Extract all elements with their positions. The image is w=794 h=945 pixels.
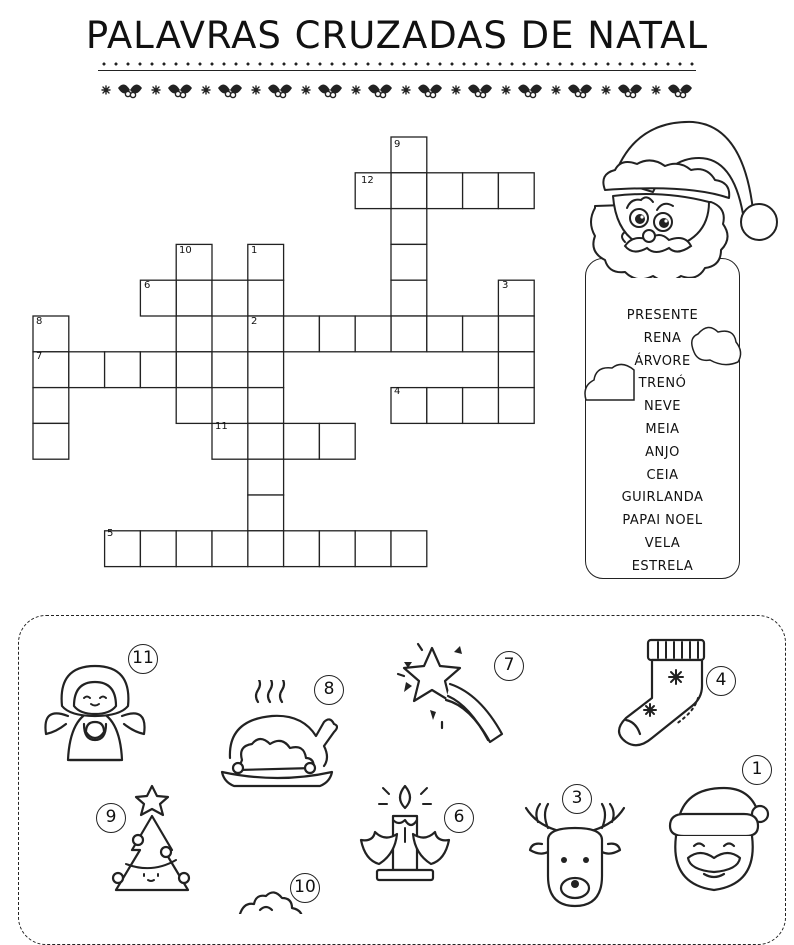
crossword-cell[interactable] — [33, 388, 69, 424]
crossword-cell[interactable] — [391, 173, 427, 209]
crossword-cell[interactable] — [176, 531, 212, 567]
crossword-cell[interactable] — [391, 209, 427, 245]
crossword-cell[interactable] — [248, 388, 284, 424]
crossword-cell[interactable] — [140, 531, 176, 567]
crossword-cell[interactable] — [427, 173, 463, 209]
crossword-cell[interactable] — [498, 388, 534, 424]
picture-number-badge: 3 — [562, 784, 592, 814]
crossword-cell[interactable] — [212, 531, 248, 567]
clue-number-11: 11 — [215, 421, 228, 432]
word-bank-item: ANJO — [645, 444, 680, 460]
crossword-cell[interactable] — [176, 280, 212, 316]
crossword-cell[interactable] — [105, 352, 141, 388]
crossword-cell[interactable] — [391, 531, 427, 567]
crossword-cell[interactable] — [69, 352, 105, 388]
clue-number-9: 9 — [394, 139, 401, 150]
crossword-grid — [0, 0, 560, 570]
stocking-icon — [614, 636, 714, 748]
crossword-cell[interactable] — [319, 316, 355, 352]
crossword-cell[interactable] — [391, 244, 427, 280]
picture-number-badge: 9 — [96, 803, 126, 833]
picture-number-badge: 10 — [290, 873, 320, 903]
crossword-cell[interactable] — [248, 423, 284, 459]
crossword-cell[interactable] — [284, 531, 320, 567]
clue-number-8: 8 — [36, 316, 43, 327]
picture-number-badge: 4 — [706, 666, 736, 696]
word-bank-item: GUIRLANDA — [621, 490, 704, 506]
crossword-cell[interactable] — [463, 388, 499, 424]
word-bank-item: TRENÓ — [638, 376, 687, 392]
clue-number-3: 3 — [502, 280, 509, 291]
candle-icon — [355, 778, 455, 898]
christmas-tree-icon — [96, 782, 206, 897]
crossword-cell[interactable] — [391, 316, 427, 352]
word-bank-item: RENA — [643, 330, 682, 346]
crossword-cell[interactable] — [355, 531, 391, 567]
snowflake-icon — [602, 86, 610, 94]
crossword-cell[interactable] — [248, 495, 284, 531]
crossword-cell[interactable] — [391, 280, 427, 316]
crossword-cell[interactable] — [427, 316, 463, 352]
shooting-star-icon — [390, 638, 515, 753]
crossword-cell[interactable] — [463, 173, 499, 209]
word-bank-item: MEIA — [645, 421, 680, 437]
crossword-cell[interactable] — [498, 352, 534, 388]
word-bank-item: VELA — [644, 535, 681, 551]
holly-icon — [568, 84, 592, 97]
crossword-cell[interactable] — [355, 316, 391, 352]
crossword-cell[interactable] — [498, 316, 534, 352]
crossword-cell[interactable] — [176, 352, 212, 388]
crossword-cell[interactable] — [176, 388, 212, 424]
crossword-cell[interactable] — [319, 423, 355, 459]
crossword-cell[interactable] — [463, 316, 499, 352]
snowflake-icon — [652, 86, 660, 94]
clue-number-10: 10 — [179, 245, 192, 256]
picture-number-badge: 7 — [494, 651, 524, 681]
crossword-cell[interactable] — [284, 316, 320, 352]
word-bank-item: ESTRELA — [631, 558, 694, 574]
clue-number-2: 2 — [251, 316, 258, 327]
crossword-cell[interactable] — [212, 352, 248, 388]
picture-number-badge: 1 — [742, 755, 772, 785]
word-bank-item: NEVE — [643, 399, 682, 415]
crossword-cell[interactable] — [498, 173, 534, 209]
word-bank-item: PAPAI NOEL — [622, 513, 703, 529]
clue-number-5: 5 — [107, 528, 114, 539]
picture-number-badge: 6 — [444, 803, 474, 833]
crossword-cell[interactable] — [248, 459, 284, 495]
clue-number-12: 12 — [361, 175, 374, 186]
crossword-cell[interactable] — [33, 423, 69, 459]
word-bank-item: CEIA — [646, 467, 679, 483]
clue-number-7: 7 — [36, 351, 43, 362]
clue-number-4: 4 — [394, 386, 401, 397]
santa-head-icon — [585, 118, 785, 278]
crossword-cell[interactable] — [319, 531, 355, 567]
holly-icon — [668, 84, 692, 97]
crossword-cell[interactable] — [140, 352, 176, 388]
crossword-cell[interactable] — [427, 388, 463, 424]
crossword-cell[interactable] — [176, 316, 212, 352]
picture-number-badge: 11 — [128, 644, 158, 674]
crossword-cell[interactable] — [212, 280, 248, 316]
page-title: PALAVRAS CRUZADAS DE NATAL — [85, 14, 709, 57]
word-bank-item: PRESENTE — [626, 308, 699, 323]
clue-number-6: 6 — [144, 280, 151, 291]
clue-number-1: 1 — [251, 245, 258, 256]
santa-face-icon — [660, 782, 770, 897]
word-bank-list — [585, 305, 740, 579]
picture-number-badge: 8 — [314, 675, 344, 705]
crossword-cell[interactable] — [248, 280, 284, 316]
holly-icon — [618, 84, 642, 97]
crossword-cell[interactable] — [248, 531, 284, 567]
crossword-cell[interactable] — [248, 352, 284, 388]
word-bank-item: ÁRVORE — [634, 353, 691, 369]
crossword-cell[interactable] — [284, 423, 320, 459]
